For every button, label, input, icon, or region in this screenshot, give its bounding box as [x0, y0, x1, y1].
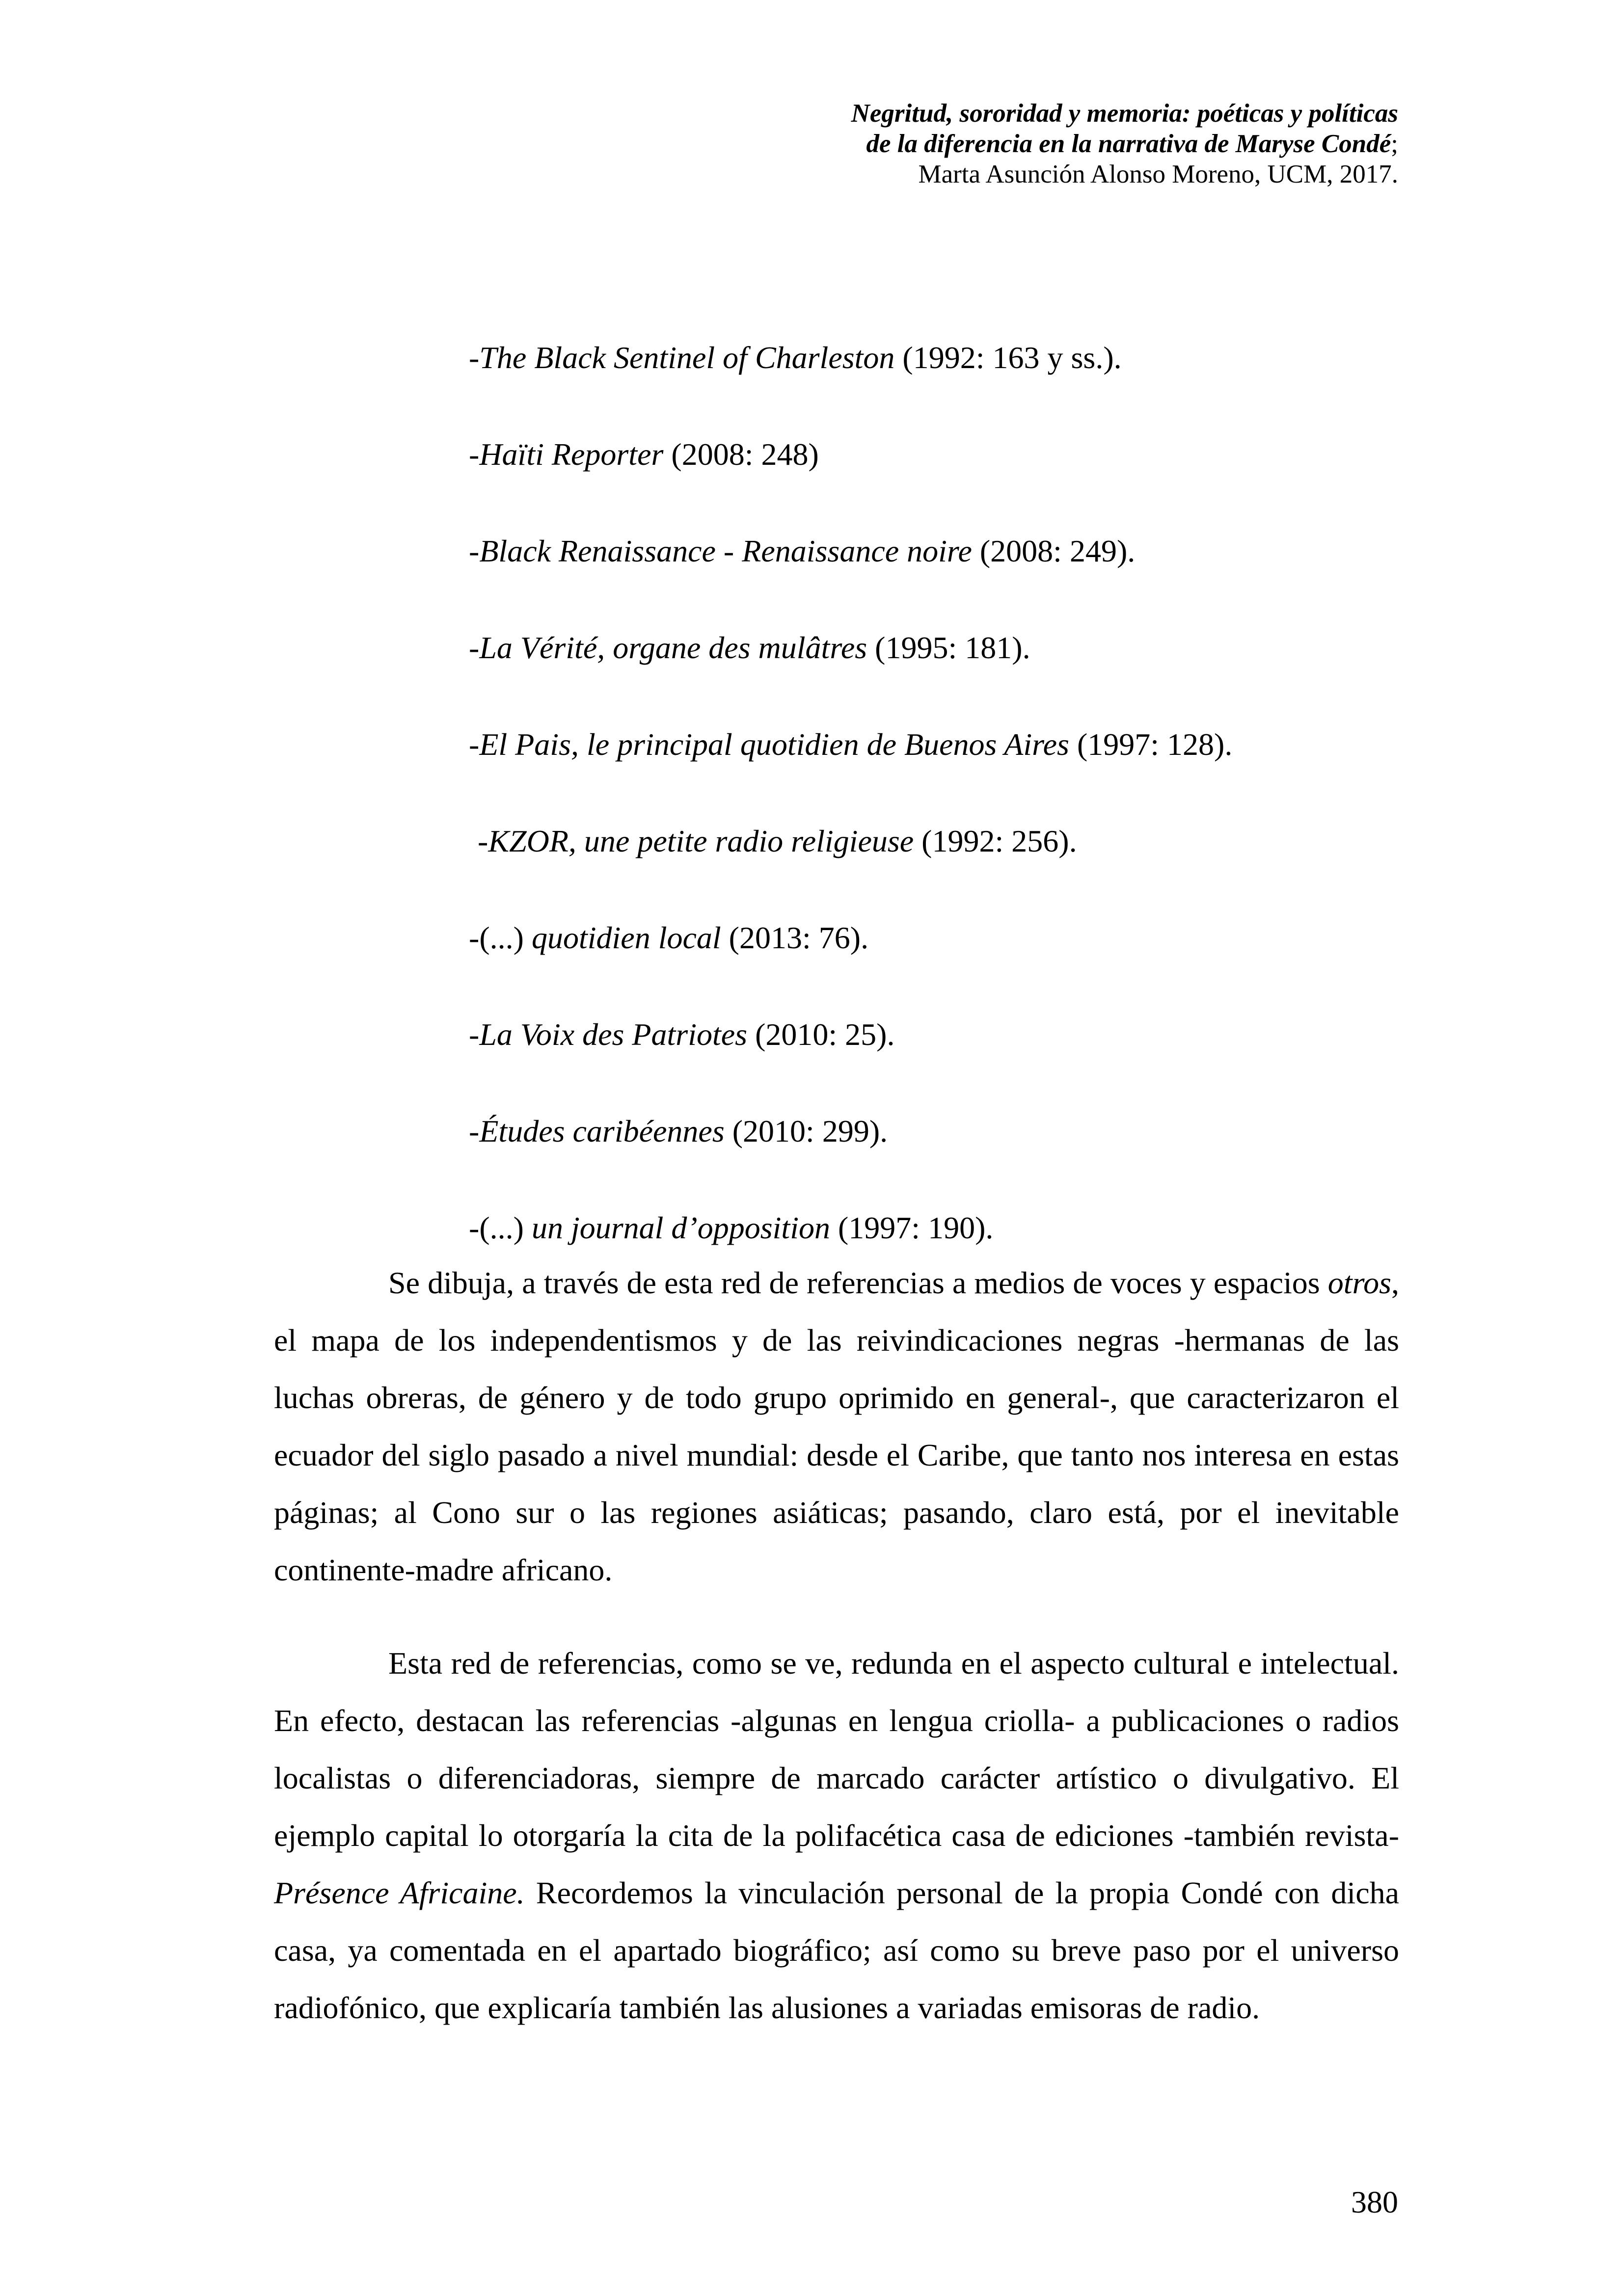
body-paragraph-1 — [274, 1254, 1399, 1599]
reference-item — [469, 793, 1232, 889]
reference-citation: (1997: 190). — [830, 1210, 994, 1245]
reference-prefix: - — [469, 1114, 480, 1148]
reference-prefix: - — [469, 727, 480, 762]
reference-citation: (2008: 248) — [663, 437, 819, 472]
reference-citation: (2010: 299). — [724, 1114, 888, 1148]
body-paragraph-2 — [274, 1634, 1399, 2036]
header-title-line-2 — [851, 129, 1398, 159]
reference-title: Black Renaissance - Renaissance noire — [479, 534, 972, 568]
header-title-line-1: Negritud, sororidad y memoria: poéticas y políticas — [851, 99, 1398, 128]
running-header — [851, 98, 1398, 189]
reference-list — [469, 309, 1232, 1276]
reference-prefix: - — [469, 340, 480, 375]
reference-title: La Voix des Patriotes — [479, 1017, 748, 1052]
reference-item — [469, 503, 1232, 599]
reference-prefix: - — [469, 534, 480, 568]
reference-prefix: - — [469, 1017, 480, 1052]
reference-prefix: - — [469, 437, 480, 472]
reference-citation: (1992: 256). — [914, 824, 1077, 858]
header-title-line-2-suffix: ; — [1391, 130, 1398, 158]
reference-prefix: - — [478, 824, 488, 858]
paragraph-text: Esta red de referencias, como se ve, redunda en el aspecto cultural e intelectual. En efecto, destacan las referencias -algunas en lengua criolla- a publicaciones o radios localistas o diferenciadoras, siempre de marcado carácter artístico o divulgativo. El ejemplo capital lo otorgaría la cita de la polifacética casa de ediciones -también revista- — [274, 1646, 1399, 1853]
reference-title: Études caribéennes — [479, 1114, 725, 1148]
reference-citation: (2008: 249). — [972, 534, 1136, 568]
paragraph-text: Se dibuja, a través de esta red de referencias a medios de voces y espacios — [388, 1265, 1328, 1300]
reference-citation: (2013: 76). — [721, 920, 869, 955]
reference-citation: (1992: 163 y ss.). — [894, 340, 1122, 375]
reference-title: KZOR, une petite radio religieuse — [488, 824, 914, 858]
reference-title: Haïti Reporter — [479, 437, 664, 472]
reference-title: The Black Sentinel of Charleston — [479, 340, 895, 375]
paragraph-emphasis: otros — [1327, 1265, 1391, 1300]
page-number: 380 — [1351, 2185, 1398, 2219]
reference-title: un journal d’opposition — [531, 1210, 830, 1245]
header-title-line-2-text: de la diferencia en la narrativa de Maryse Condé — [866, 130, 1391, 158]
reference-item — [469, 406, 1232, 503]
reference-citation: (1995: 181). — [867, 630, 1030, 665]
reference-title: quotidien local — [531, 920, 721, 955]
reference-item — [469, 889, 1232, 986]
reference-prefix: -(...) — [469, 920, 532, 955]
reference-item — [469, 986, 1232, 1083]
reference-item — [469, 599, 1232, 696]
paragraph-text: Recordemos la vinculación personal de la propia Condé con dicha casa, ya comentada en el apartado biográfico; así como su breve paso por el universo radiofónico, que explicaría también las alusiones a variadas emisoras de radio. — [274, 1875, 1400, 2025]
reference-citation: (1997: 128). — [1069, 727, 1233, 762]
reference-prefix: - — [469, 630, 480, 665]
paragraph-emphasis: Présence Africaine. — [274, 1875, 525, 1910]
reference-title: La Vérité, organe des mulâtres — [479, 630, 867, 665]
paragraph-text: , el mapa de los independentismos y de las reivindicaciones negras -hermanas de las luchas obreras, de género y de todo grupo oprimido en general-, que caracterizaron el ecuador del siglo pasado a nivel mundial: desde el Caribe, que tanto nos interesa en estas páginas; al Cono sur o las regiones asiáticas; pasando, claro está, por el inevitable continente-madre africano. — [274, 1265, 1399, 1587]
reference-title: El Pais, le principal quotidien de Buenos Aires — [479, 727, 1069, 762]
reference-item — [469, 309, 1232, 406]
reference-item — [469, 696, 1232, 793]
reference-prefix: -(...) — [469, 1210, 532, 1245]
reference-item — [469, 1083, 1232, 1179]
header-author-line: Marta Asunción Alonso Moreno, UCM, 2017. — [918, 160, 1398, 188]
reference-citation: (2010: 25). — [747, 1017, 895, 1052]
